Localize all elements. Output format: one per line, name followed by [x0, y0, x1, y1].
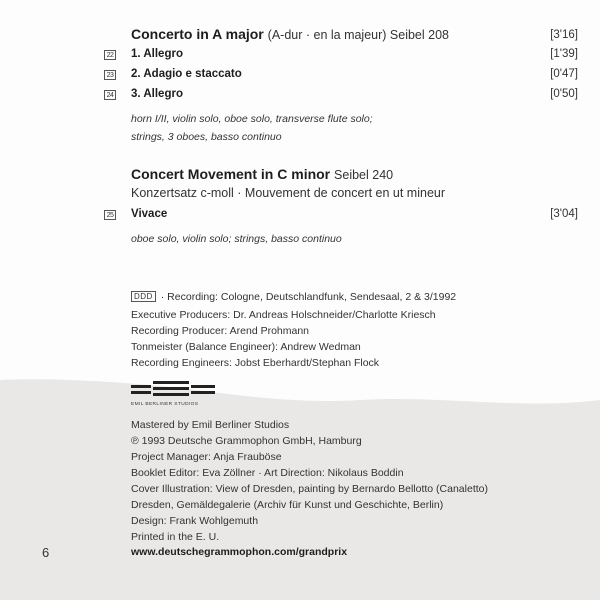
credit-line: Dresden, Gemäldegalerie (Archiv für Kunst und Geschichte, Berlin): [131, 499, 444, 511]
website-url: www.deutschegrammophon.com/grandprix: [131, 546, 348, 558]
movement-duration: [3'04]: [550, 208, 578, 220]
work-alt-title: Konzertsatz c-moll · Mouvement de concert en ut mineur: [131, 186, 446, 200]
credit-line: Design: Frank Wohlgemuth: [131, 515, 259, 527]
work-title-concerto-a-major: [131, 26, 449, 42]
logo-text: EMIL BERLINER STUDIOS: [131, 402, 199, 407]
credit-line: Recording Producer: Arend Prohmann: [131, 325, 310, 337]
credit-line: Mastered by Emil Berliner Studios: [131, 419, 290, 431]
credit-line: Tonmeister (Balance Engineer): Andrew Wedman: [131, 341, 361, 353]
track-number-box: 23: [104, 70, 116, 80]
credit-line: Booklet Editor: Eva Zöllner · Art Direction: Nikolaus Boddin: [131, 467, 404, 479]
credit-line: Recording Engineers: Jobst Eberhardt/Stephan Flock: [131, 357, 380, 369]
track-number-box: 24: [104, 90, 116, 100]
ddd-badge: DDD: [131, 291, 156, 302]
credit-line: Project Manager: Anja Frauböse: [131, 451, 282, 463]
emil-berliner-logo-icon: [131, 381, 215, 401]
recording-location: · Recording: Cologne, Deutschlandfunk, Sendesaal, 2 & 3/1992: [160, 291, 457, 303]
movement-duration: [0'50]: [550, 88, 578, 100]
track-number-box: 22: [104, 50, 116, 60]
movement-duration: [1'39]: [550, 48, 578, 60]
work-duration: [3'16]: [550, 29, 578, 41]
work-title-text: Concerto in A major: [131, 26, 264, 42]
credit-line: Executive Producers: Dr. Andreas Holschneider/Charlotte Kriesch: [131, 309, 436, 321]
movement-duration: [0'47]: [550, 68, 578, 80]
instrumentation-line: strings, 3 oboes, basso continuo: [131, 131, 282, 143]
page-number: 6: [42, 545, 50, 560]
credit-line: Printed in the E. U.: [131, 531, 220, 543]
recording-line: [131, 291, 456, 303]
track-number-box: 25: [104, 210, 116, 220]
work-subtitle: Seibel 240: [334, 168, 394, 182]
work-title-concert-movement: [131, 166, 393, 182]
credit-line: Cover Illustration: View of Dresden, painting by Bernardo Bellotto (Canaletto): [131, 483, 488, 495]
credit-line: ℗ 1993 Deutsche Grammophon GmbH, Hamburg: [131, 435, 362, 447]
movement-title: 2. Adagio e staccato: [131, 68, 242, 80]
instrumentation-line: horn I/II, violin solo, oboe solo, transverse flute solo;: [131, 113, 373, 125]
instrumentation-line: oboe solo, violin solo; strings, basso continuo: [131, 233, 342, 245]
movement-title: 1. Allegro: [131, 48, 183, 60]
movement-title: 3. Allegro: [131, 88, 183, 100]
movement-title: Vivace: [131, 208, 168, 220]
work-subtitle: (A-dur · en la majeur) Seibel 208: [267, 28, 449, 42]
work-title-text: Concert Movement in C minor: [131, 166, 331, 182]
